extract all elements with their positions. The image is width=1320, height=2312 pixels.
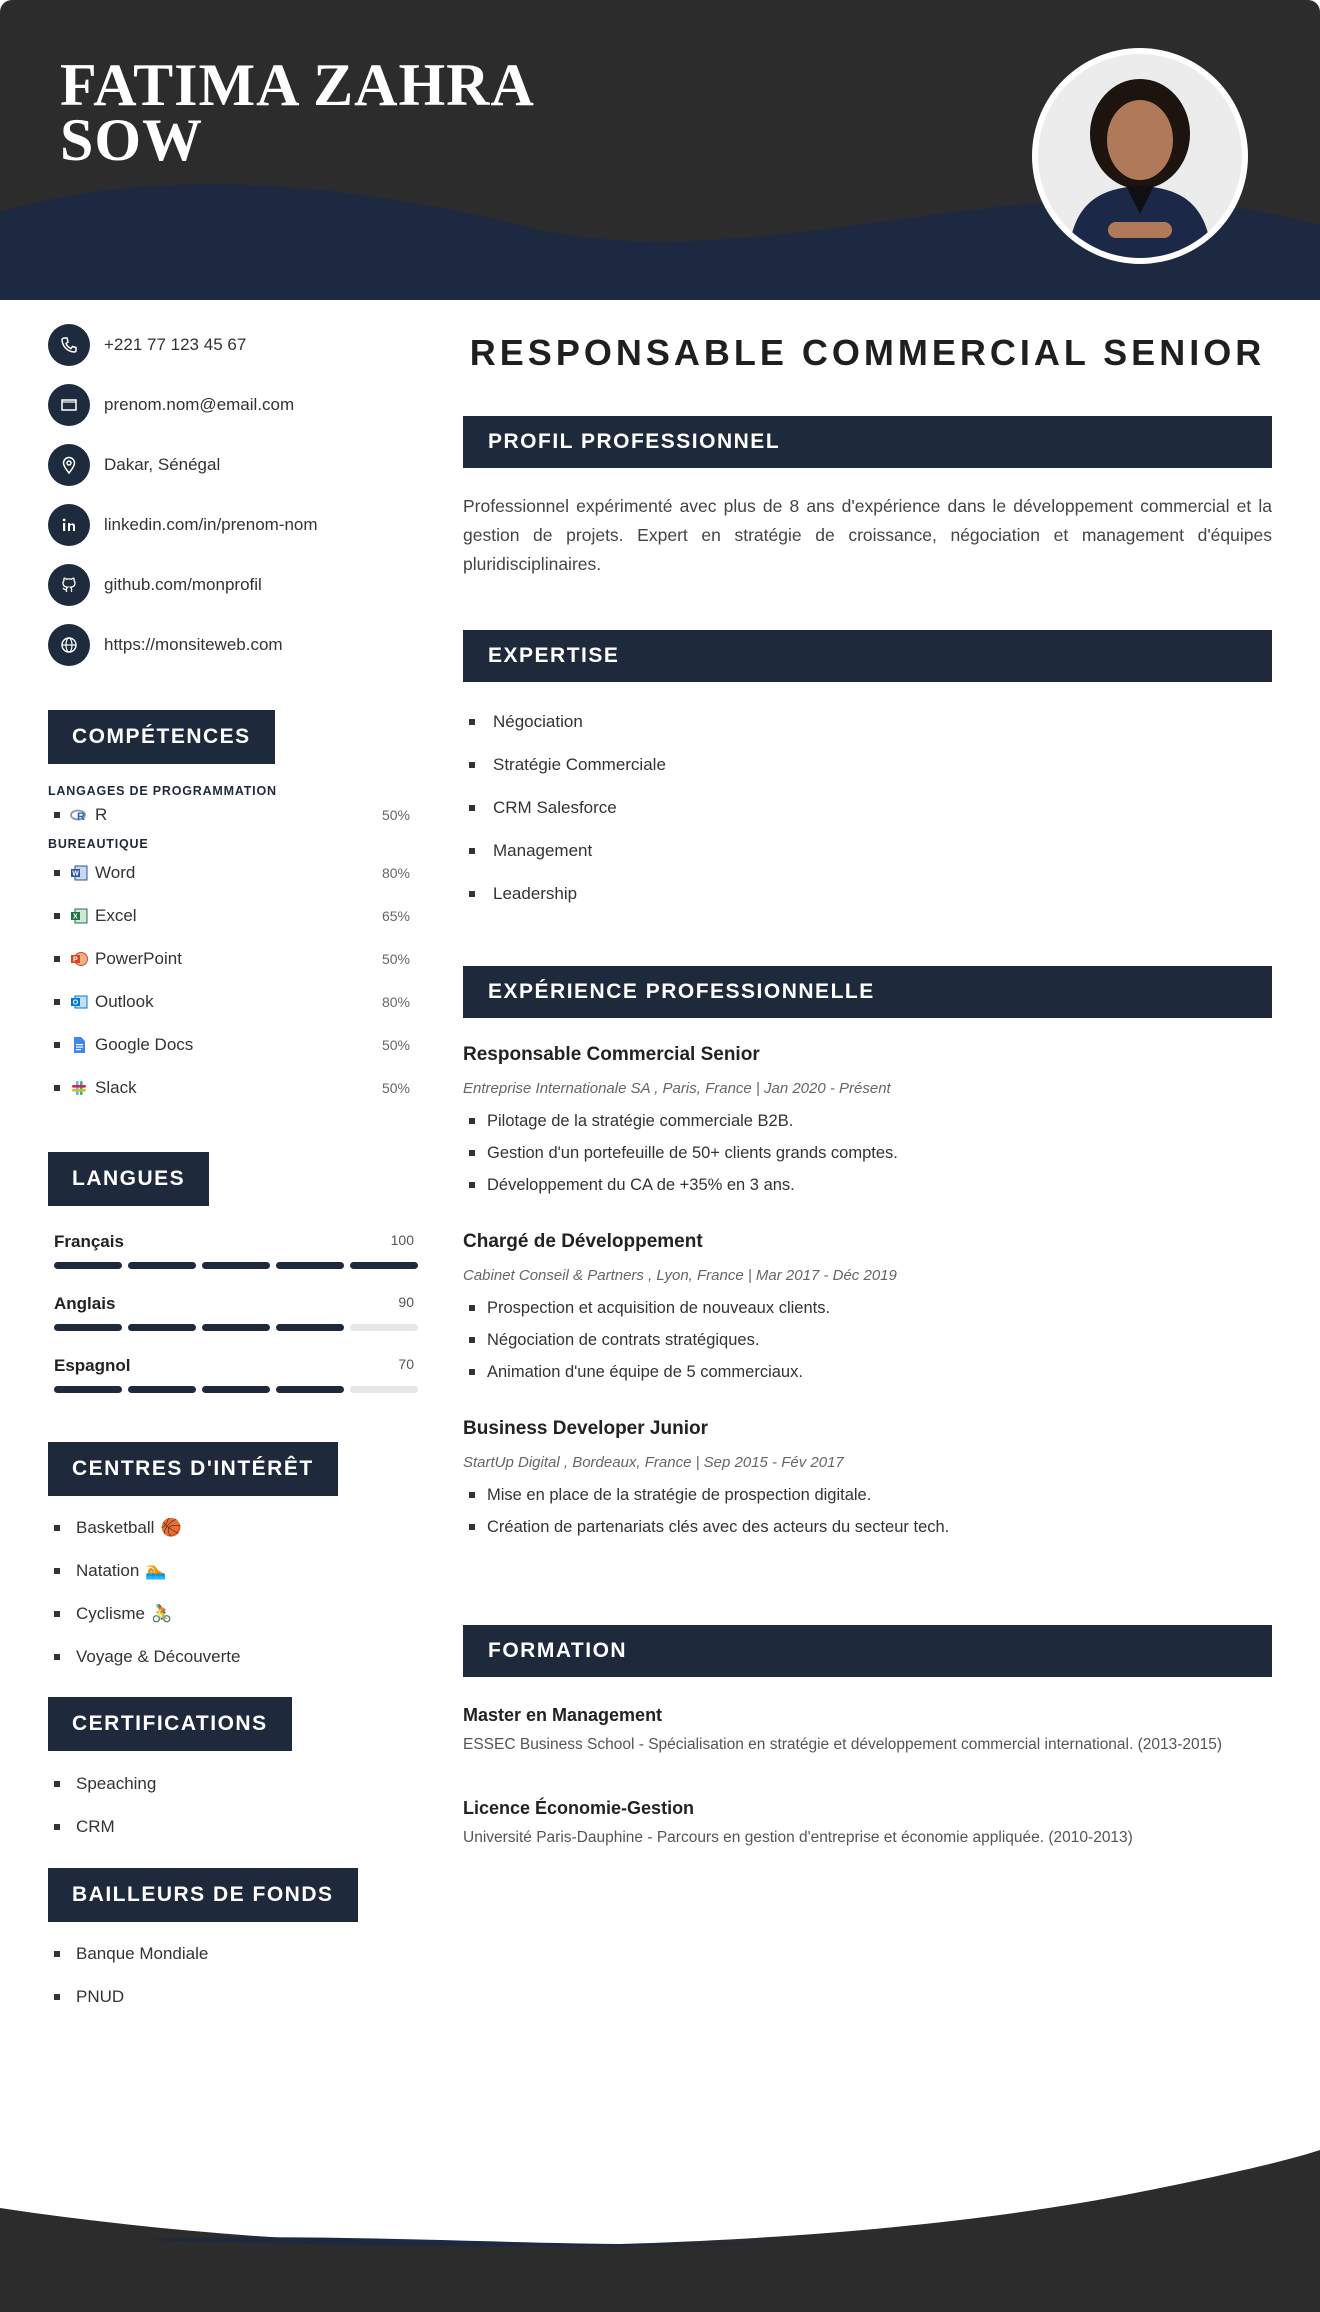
bullet: [54, 1085, 60, 1091]
contact-location[interactable]: [48, 435, 418, 495]
task-text: Mise en place de la stratégie de prospection digitale.: [487, 1485, 872, 1504]
certification-item: [48, 1762, 418, 1805]
job-task: [463, 1137, 1272, 1169]
interest-name: Voyage & Découverte: [76, 1646, 241, 1666]
phone-icon: [48, 324, 90, 366]
degree-school: Université Paris-Dauphine - Parcours en gestion d'entreprise et économie appliquée. (2010-2013): [463, 1829, 1133, 1846]
word-icon: [70, 864, 88, 882]
bullet: [469, 1305, 475, 1311]
level-segment: [202, 1386, 270, 1393]
interest-item: [48, 1549, 418, 1592]
contact-text: linkedin.com/in/prenom-nom: [104, 515, 318, 534]
language-name: Français: [54, 1232, 124, 1251]
task-text: Animation d'une équipe de 5 commerciaux.: [487, 1362, 803, 1381]
job-task: [463, 1511, 1272, 1543]
language-level-bars: [54, 1324, 418, 1331]
skill-slack: [48, 1066, 418, 1109]
level-segment: [276, 1386, 344, 1393]
bullet: [54, 870, 60, 876]
expertise-name: Stratégie Commerciale: [493, 754, 666, 774]
skill-name: Google Docs: [95, 1034, 194, 1054]
job-task: [463, 1292, 1272, 1324]
header-banner: [0, 0, 1320, 300]
contact-phone[interactable]: [48, 315, 418, 375]
skill-percent: 80%: [381, 864, 410, 881]
linkedin-icon: [48, 504, 90, 546]
email-icon: [48, 384, 90, 426]
globe-icon: [48, 624, 90, 666]
language-value: 100: [390, 1232, 414, 1248]
contact-email[interactable]: [48, 375, 418, 435]
job-meta: Entreprise Internationale SA , Paris, France | Jan 2020 - Présent: [463, 1080, 891, 1097]
skill-percent: 50%: [381, 1036, 410, 1053]
right-column: [463, 300, 1272, 1847]
contact-text: Dakar, Sénégal: [104, 455, 221, 474]
contact-text: +221 77 123 45 67: [104, 335, 247, 354]
bullet: [469, 1492, 475, 1498]
swimming-icon: 🏊: [145, 1560, 167, 1580]
expertise-name: Négociation: [493, 711, 583, 731]
interest-name: Basketball: [76, 1517, 155, 1537]
certification-item: [48, 1805, 418, 1848]
footer-wave: [0, 2140, 1320, 2312]
level-segment: [350, 1262, 418, 1269]
expertise-name: Management: [493, 840, 593, 860]
expertise-name: CRM Salesforce: [493, 797, 617, 817]
skill-percent: 50%: [381, 1079, 410, 1096]
degree-title: Licence Économie-Gestion: [463, 1798, 695, 1818]
portrait-image: [1038, 54, 1242, 258]
language-name: Anglais: [54, 1294, 116, 1313]
skill-percent: 50%: [381, 950, 410, 967]
profile-photo: [1032, 48, 1248, 264]
expertise-item: [463, 786, 1272, 829]
bullet: [54, 1824, 60, 1830]
expertise-item: [463, 700, 1272, 743]
basketball-icon: 🏀: [160, 1517, 182, 1537]
bullet: [54, 1525, 60, 1531]
bullet: [469, 1369, 475, 1375]
profile-summary: Professionnel expérimenté avec plus de 8 ans d'expérience dans le développement commercial et la gestion de projets. Expert en stratégie de croissance, négociation et management d'équipes pluridisciplinaires.: [463, 496, 1272, 574]
name-line-1: FATIMA ZAHRA: [60, 52, 535, 118]
task-text: Développement du CA de +35% en 3 ans.: [487, 1175, 795, 1194]
github-icon: [48, 564, 90, 606]
job-task: [463, 1169, 1272, 1201]
level-segment: [128, 1386, 196, 1393]
level-segment: [276, 1324, 344, 1331]
language-row: [48, 1232, 418, 1294]
expertise-item: [463, 829, 1272, 872]
language-level-bars: [54, 1262, 418, 1269]
level-segment: [350, 1386, 418, 1393]
level-segment: [202, 1324, 270, 1331]
task-text: Négociation de contrats stratégiques.: [487, 1330, 760, 1349]
location-icon: [48, 444, 90, 486]
job-task: [463, 1356, 1272, 1388]
bullet: [469, 1337, 475, 1343]
skill-word: [48, 851, 418, 894]
skill-google-docs: [48, 1023, 418, 1066]
skill-r: [48, 798, 418, 832]
bullet: [54, 913, 60, 919]
bullet: [469, 805, 475, 811]
contact-text: prenom.nom@email.com: [104, 395, 295, 414]
funder-item: [48, 1975, 418, 2018]
bullet: [54, 956, 60, 962]
bullet: [54, 1781, 60, 1787]
expertise-item: [463, 872, 1272, 915]
interest-name: Cyclisme: [76, 1603, 145, 1623]
programming-subheading: LANGAGES DE PROGRAMMATION: [48, 784, 277, 798]
bullet: [469, 1182, 475, 1188]
interest-item: [48, 1635, 418, 1678]
interest-item: [48, 1506, 418, 1549]
level-segment: [350, 1324, 418, 1331]
funder-name: Banque Mondiale: [76, 1943, 209, 1963]
skill-name: Slack: [95, 1077, 137, 1097]
skill-name: PowerPoint: [95, 948, 182, 968]
full-name: [60, 52, 535, 173]
bullet: [54, 1611, 60, 1617]
certification-name: Speaching: [76, 1773, 157, 1793]
svg-text:P: P: [73, 956, 78, 963]
skill-percent: 65%: [381, 907, 410, 924]
languages-heading: LANGUES: [48, 1152, 209, 1206]
bullet: [469, 1150, 475, 1156]
task-text: Prospection et acquisition de nouveaux clients.: [487, 1298, 831, 1317]
bullet: [54, 1568, 60, 1574]
experience-heading: EXPÉRIENCE PROFESSIONNELLE: [463, 966, 1272, 1018]
job-meta: Cabinet Conseil & Partners , Lyon, France | Mar 2017 - Déc 2019: [463, 1267, 897, 1284]
bullet: [54, 1951, 60, 1957]
education-heading: FORMATION: [463, 1625, 1272, 1677]
language-value: 70: [398, 1356, 414, 1372]
expertise-heading: EXPERTISE: [463, 630, 1272, 682]
task-text: Pilotage de la stratégie commerciale B2B.: [487, 1111, 794, 1130]
job-title-entry: Business Developer Junior: [463, 1418, 708, 1439]
bullet: [469, 762, 475, 768]
job-meta: StartUp Digital , Bordeaux, France | Sep 2015 - Fév 2017: [463, 1454, 844, 1471]
outlook-icon: [70, 993, 88, 1011]
bullet: [469, 891, 475, 897]
languages-list: [48, 1232, 418, 1418]
task-text: Gestion d'un portefeuille de 50+ clients grands comptes.: [487, 1143, 898, 1162]
bullet: [54, 999, 60, 1005]
level-segment: [202, 1262, 270, 1269]
funder-name: PNUD: [76, 1986, 125, 2006]
job-task: [463, 1324, 1272, 1356]
degree-title: Master en Management: [463, 1705, 663, 1725]
bullet: [469, 719, 475, 725]
contact-website[interactable]: [48, 615, 418, 675]
interest-name: Natation: [76, 1560, 140, 1580]
name-line-2: SOW: [60, 107, 204, 173]
skill-name: R: [95, 805, 108, 824]
skill-excel: [48, 894, 418, 937]
bullet: [469, 1524, 475, 1530]
language-value: 90: [398, 1294, 414, 1310]
expertise-item: [463, 743, 1272, 786]
level-segment: [276, 1262, 344, 1269]
powerpoint-icon: [70, 950, 88, 968]
svg-text:X: X: [73, 913, 78, 920]
interests-heading: CENTRES D'INTÉRÊT: [48, 1442, 338, 1496]
level-segment: [54, 1262, 122, 1269]
level-segment: [54, 1386, 122, 1393]
left-column: [48, 300, 418, 2018]
skill-percent: 80%: [381, 993, 410, 1010]
funders-heading: BAILLEURS DE FONDS: [48, 1868, 358, 1922]
level-segment: [54, 1324, 122, 1331]
job-task: [463, 1105, 1272, 1137]
slack-icon: [70, 1079, 88, 1097]
svg-text:O: O: [72, 999, 79, 1006]
google-docs-icon: [70, 1036, 88, 1054]
svg-text:W: W: [72, 870, 79, 877]
job-task: [463, 1479, 1272, 1511]
bullet: [54, 1654, 60, 1660]
job-title-entry: Responsable Commercial Senior: [463, 1044, 760, 1065]
skill-outlook: [48, 980, 418, 1023]
language-name: Espagnol: [54, 1356, 131, 1375]
funder-item: [48, 1932, 418, 1975]
bullet: [469, 848, 475, 854]
language-level-bars: [54, 1386, 418, 1393]
job-title: RESPONSABLE COMMERCIAL SENIOR: [469, 332, 1266, 373]
skill-name: Word: [95, 862, 136, 882]
skill-name: Outlook: [95, 991, 154, 1011]
expertise-name: Leadership: [493, 883, 578, 903]
bullet: [54, 1994, 60, 2000]
bullet: [469, 1118, 475, 1124]
bullet: [54, 1042, 60, 1048]
language-row: [48, 1294, 418, 1356]
skill-percent: 50%: [381, 807, 410, 823]
language-row: [48, 1356, 418, 1418]
interest-item: [48, 1592, 418, 1635]
office-subheading: BUREAUTIQUE: [48, 837, 149, 851]
task-text: Création de partenariats clés avec des acteurs du secteur tech.: [487, 1517, 950, 1536]
skill-name: Excel: [95, 905, 137, 925]
level-segment: [128, 1324, 196, 1331]
contact-text: https://monsiteweb.com: [104, 635, 283, 654]
svg-text:R: R: [77, 811, 85, 823]
contact-github[interactable]: [48, 555, 418, 615]
skills-heading: COMPÉTENCES: [48, 710, 275, 764]
cycling-icon: 🚴: [150, 1603, 173, 1623]
certifications-heading: CERTIFICATIONS: [48, 1697, 292, 1751]
level-segment: [128, 1262, 196, 1269]
contact-text: github.com/monprofil: [104, 575, 262, 594]
skill-powerpoint: [48, 937, 418, 980]
job-title-entry: Chargé de Développement: [463, 1231, 703, 1252]
certification-name: CRM: [76, 1816, 115, 1836]
excel-icon: [70, 907, 88, 925]
profile-heading: PROFIL PROFESSIONNEL: [463, 416, 1272, 468]
r-icon: [70, 806, 88, 824]
bullet: [54, 812, 60, 818]
contact-linkedin[interactable]: [48, 495, 418, 555]
degree-school: ESSEC Business School - Spécialisation en stratégie et développement commercial international. (2013-2015): [463, 1736, 1223, 1753]
